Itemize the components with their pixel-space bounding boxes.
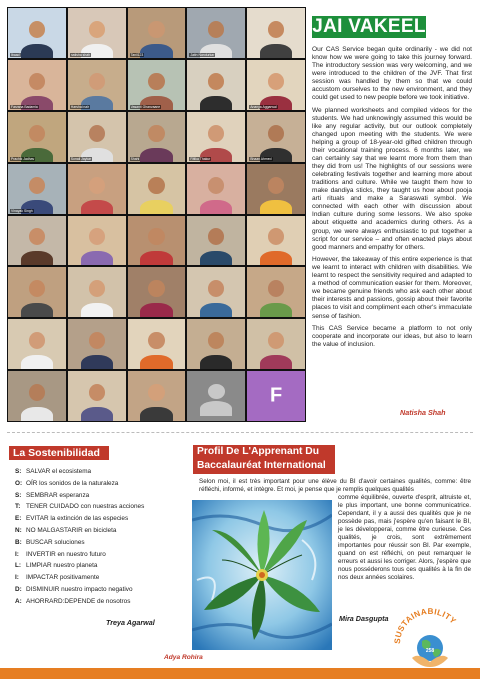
participant-video-tile bbox=[7, 215, 67, 267]
logo-number: 258 bbox=[425, 648, 435, 654]
acrostic-text: DISMINUIR nuestro impacto negativo bbox=[26, 585, 133, 593]
participant-head bbox=[148, 125, 164, 142]
participant-video-tile bbox=[127, 111, 187, 163]
participant-body bbox=[200, 251, 232, 266]
participant-body bbox=[21, 44, 53, 59]
participant-head bbox=[148, 280, 164, 297]
acrostic-item bbox=[15, 572, 175, 584]
acrostic-text: TENER CUIDADO con nuestras acciones bbox=[26, 503, 145, 511]
article-paragraph: We planned worksheets and compiled videos for the students. We had unknowingly assumed this would be like any regular activity, but our outlook completely changed upon meeting with the students. We were helping a group of 18-year-old gifted children through their vocational training process. 6 months later, we can certainly say that we learnt more from them than they did from us! The highlights of our sessions were celebrating festivals together and learning more about traditions and culture. While we taught them how to make dandiya sticks, they taught us how about pooja arti rituals and make a Saraswati symbol. We connected with each other with discussion about Indian culture during some lessons. We also spoke about etiquette and academics during others. As a group, we were always enthusiastic to put together a script for our service – and often enacted plays about good manners and empathy for others. bbox=[312, 106, 472, 251]
painting-artist: Adya Rohira bbox=[164, 654, 203, 661]
leaf-painting bbox=[192, 500, 332, 650]
section-divider bbox=[7, 432, 473, 434]
participant-body bbox=[140, 355, 172, 370]
profil-author: Mira Dasgupta bbox=[339, 614, 389, 623]
participant-video-tile bbox=[127, 266, 187, 318]
participant-body bbox=[140, 148, 172, 163]
participant-head bbox=[148, 228, 164, 245]
participant-body bbox=[81, 251, 113, 266]
participant-name: Harshal nair bbox=[70, 104, 90, 109]
participant-head bbox=[89, 332, 105, 349]
acrostic-item bbox=[15, 501, 175, 513]
participant-video-tile bbox=[246, 318, 306, 370]
sostenibilidad-title-box bbox=[9, 446, 109, 460]
acrostic-text: IMPACTAR positivamente bbox=[26, 574, 100, 582]
participant-name: Bhaan Ahmed bbox=[250, 156, 272, 161]
participant-head bbox=[268, 228, 284, 245]
person-icon bbox=[200, 401, 232, 416]
acrostic-letter: B: bbox=[15, 538, 22, 546]
participant-head bbox=[29, 177, 45, 194]
participant-head bbox=[208, 125, 224, 142]
profil-title-line1: Profil De L'Apprenant Du bbox=[197, 446, 320, 457]
participant-body bbox=[21, 251, 53, 266]
participant-video-tile bbox=[246, 163, 306, 215]
acrostic-letter: S: bbox=[15, 491, 22, 499]
participant-head bbox=[29, 125, 45, 142]
participant-head bbox=[208, 228, 224, 245]
participant-video-tile bbox=[186, 59, 246, 111]
participant-head bbox=[89, 177, 105, 194]
participant-head bbox=[89, 384, 105, 401]
participant-video-tile bbox=[7, 7, 67, 59]
participant-head bbox=[148, 21, 164, 38]
acrostic-item bbox=[15, 525, 175, 537]
participant-body bbox=[260, 355, 292, 370]
participant-name: Ritika Thakur bbox=[190, 156, 211, 161]
acrostic-text: BUSCAR soluciones bbox=[26, 538, 85, 546]
acrostic-text: SEMBRAR esperanza bbox=[26, 491, 90, 499]
participant-video-tile bbox=[127, 370, 187, 422]
participant-video-tile bbox=[246, 111, 306, 163]
participant-video-tile bbox=[67, 111, 127, 163]
participant-video-tile bbox=[246, 59, 306, 111]
participant-video-tile bbox=[7, 266, 67, 318]
participant-body bbox=[140, 200, 172, 215]
participant-video-tile bbox=[186, 7, 246, 59]
participant-video-tile bbox=[67, 266, 127, 318]
participant-head bbox=[89, 73, 105, 90]
participant-video-tile bbox=[67, 318, 127, 370]
acrostic-item bbox=[15, 584, 175, 596]
acrostic-list bbox=[15, 466, 175, 608]
participant-head bbox=[268, 21, 284, 38]
participant-head bbox=[148, 73, 164, 90]
participant-video-tile bbox=[127, 59, 187, 111]
participant-body bbox=[200, 96, 232, 111]
participant-video-tile bbox=[7, 59, 67, 111]
participant-name: Sonali Jaykar bbox=[70, 156, 92, 161]
sostenibilidad-title: La Sostenibilidad bbox=[13, 447, 100, 459]
participant-body bbox=[200, 355, 232, 370]
acrostic-letter: A: bbox=[15, 597, 22, 605]
article-paragraph: Our CAS Service began quite ordinarily - we did not know how we were going to take this journey forward. The introductory session was very welcoming, and we were introduced to the children of the JVF. That first session was handled by them so that we could accustom ourselves to the new environment, and they could get used to new people before we took initiative. bbox=[312, 46, 472, 102]
participant-head bbox=[268, 177, 284, 194]
acrostic-item bbox=[15, 596, 175, 608]
participant-video-tile bbox=[67, 163, 127, 215]
article-paragraph: However, the takeaway of this entire experience is that we learnt to interact with children with disabilities. We learnt to respect the sensitivity required and adapted to a method of communication easier for them. Moreover, we became genuine friends who ask each other about their interests and passions, gossip about their favorite places to visit and compliment each other's immaculate sense of fashion. bbox=[312, 256, 472, 320]
acrostic-item bbox=[15, 537, 175, 549]
article-title: JAI VAKEEL bbox=[312, 16, 426, 37]
participant-body bbox=[140, 251, 172, 266]
participant-head bbox=[89, 21, 105, 38]
participant-video-tile bbox=[246, 215, 306, 267]
acrostic-letter: D: bbox=[15, 585, 22, 593]
participant-head bbox=[268, 280, 284, 297]
participant-video-tile bbox=[186, 318, 246, 370]
acrostic-item bbox=[15, 478, 175, 490]
acrostic-letter: I: bbox=[15, 550, 19, 558]
article-paragraph: This CAS Service became a platform to not only cooperate and incorporate our ideas, but also to learn the value of inclusion. bbox=[312, 325, 472, 349]
article-body bbox=[312, 46, 472, 354]
acrostic-item bbox=[15, 513, 175, 525]
participant-name: Ibaad bbox=[11, 52, 20, 57]
participant-name: natisha shah bbox=[70, 52, 91, 57]
participant-initial: F bbox=[269, 384, 283, 407]
acrostic-item bbox=[15, 490, 175, 502]
acrostic-letter: T: bbox=[15, 503, 21, 511]
article-author: Natisha Shah bbox=[400, 408, 446, 417]
participant-body bbox=[140, 407, 172, 422]
participant-head bbox=[208, 332, 224, 349]
person-icon bbox=[208, 384, 225, 399]
participant-head bbox=[89, 280, 105, 297]
acrostic-text: INVERTIR en nuestro futuro bbox=[26, 550, 106, 558]
participant-video-tile bbox=[7, 318, 67, 370]
profil-title-box bbox=[193, 445, 335, 474]
participant-body bbox=[81, 200, 113, 215]
participant-video-tile bbox=[7, 163, 67, 215]
profil-body-text: comme équilibrée, ouverte d'esprit, altruiste et, le plus important, une bonne communicatrice. Cependant, il y a aussi des qualités que je ne possède pas, mais j'espère qu'en faisant le BI, je les développerai, comme être curieuse. Ces qualités, je crois, sont extrêmement importantes pour réussir son BI. Par exemple, quand on est réfléchi, on peut remarquer le erreurs et aussi les corriger. Alors, j'espère que nous posséderons tous ces qualités à la fin de nos deux années scolaires. bbox=[338, 494, 471, 582]
participant-video-tile bbox=[67, 370, 127, 422]
participant-video-tile bbox=[127, 215, 187, 267]
participant-head bbox=[268, 73, 284, 90]
acrostic-text: SALVAR el ecosistema bbox=[26, 468, 92, 475]
participant-name: Vinayak Singh bbox=[11, 208, 33, 213]
participant-head bbox=[89, 228, 105, 245]
participant-body bbox=[140, 303, 172, 318]
zoom-call-collage bbox=[7, 7, 306, 422]
acrostic-text: LIMPIAR nuestro planeta bbox=[26, 562, 98, 570]
acrostic-item bbox=[15, 560, 175, 572]
participant-name: Farzana Badamia bbox=[11, 104, 38, 109]
participant-name: Jatin Nandurkar bbox=[190, 52, 215, 57]
participant-video-tile bbox=[127, 7, 187, 59]
participant-body bbox=[81, 355, 113, 370]
participant-head bbox=[208, 73, 224, 90]
participant-name: Shahi bbox=[130, 156, 140, 161]
participant-initial-tile bbox=[246, 370, 306, 422]
acrostic-text: NO MALGASTARIR en bicicleta bbox=[26, 526, 117, 534]
acrostic-item bbox=[15, 549, 175, 561]
logo-text: SUSTAINABILITY bbox=[392, 606, 458, 645]
participant-video-tile bbox=[7, 111, 67, 163]
acrostic-letter: I: bbox=[15, 574, 19, 582]
participant-video-tile bbox=[127, 163, 187, 215]
participant-video-tile bbox=[127, 318, 187, 370]
participant-head bbox=[268, 125, 284, 142]
participant-video-tile bbox=[67, 215, 127, 267]
participant-name: Prachik Jadhav bbox=[11, 156, 35, 161]
participant-body bbox=[21, 355, 53, 370]
participant-body bbox=[260, 200, 292, 215]
participant-head bbox=[29, 73, 45, 90]
participant-body bbox=[200, 200, 232, 215]
participant-body bbox=[260, 251, 292, 266]
participant-body bbox=[260, 303, 292, 318]
participant-head bbox=[29, 384, 45, 401]
participant-video-tile bbox=[7, 370, 67, 422]
participant-head bbox=[29, 228, 45, 245]
participant-body bbox=[260, 44, 292, 59]
participant-video-tile bbox=[246, 7, 306, 59]
acrostic-text: AHORRARD:DEPENDE de nosotros bbox=[26, 597, 131, 605]
participant-head bbox=[148, 332, 164, 349]
acrostic-letter: E: bbox=[15, 515, 22, 523]
participant-video-tile bbox=[186, 111, 246, 163]
sustainability-logo bbox=[388, 594, 472, 670]
participant-head bbox=[268, 332, 284, 349]
participant-body bbox=[81, 407, 113, 422]
participant-video-off bbox=[186, 370, 246, 422]
participant-head bbox=[29, 21, 45, 38]
participant-head bbox=[29, 332, 45, 349]
acrostic-letter: N: bbox=[15, 526, 22, 534]
participant-head bbox=[208, 21, 224, 38]
acrostic-letter: O: bbox=[15, 479, 23, 487]
participant-body bbox=[140, 44, 172, 59]
acrostic-item bbox=[15, 466, 175, 478]
participant-head bbox=[89, 125, 105, 142]
footer-bar bbox=[0, 668, 480, 679]
participant-head bbox=[208, 280, 224, 297]
acrostic-letter: S: bbox=[15, 468, 22, 475]
participant-video-tile bbox=[67, 7, 127, 59]
participant-video-tile bbox=[186, 163, 246, 215]
article-title-box bbox=[312, 16, 426, 38]
participant-video-tile bbox=[246, 266, 306, 318]
participant-video-tile bbox=[67, 59, 127, 111]
sostenibilidad-author: Treya Agarwal bbox=[106, 618, 155, 627]
profil-intro-text: Selon moi, il est très important pour une élève du BI d'avoir certaines qualités, comme: être réfléchi, informé, et intègre. Et moi, je pense que je remplis quelques qualités bbox=[199, 478, 471, 493]
participant-head bbox=[29, 280, 45, 297]
acrostic-letter: L: bbox=[15, 562, 22, 570]
participant-name: Ananya Aggarwal bbox=[250, 104, 277, 109]
participant-body bbox=[21, 407, 53, 422]
participant-body bbox=[81, 303, 113, 318]
acrostic-text: EVITAR la extinción de las especies bbox=[26, 515, 129, 523]
participant-body bbox=[200, 303, 232, 318]
participant-body bbox=[21, 303, 53, 318]
participant-video-tile bbox=[186, 266, 246, 318]
participant-head bbox=[148, 177, 164, 194]
participant-head bbox=[208, 177, 224, 194]
profil-title-line2: Baccalauréat International bbox=[197, 459, 326, 471]
participant-video-tile bbox=[186, 215, 246, 267]
participant-name: Vasanti Ghanvaane bbox=[130, 104, 161, 109]
participant-head bbox=[148, 384, 164, 401]
participant-name: Tanii123 bbox=[130, 52, 144, 57]
acrostic-text: OÍR los sonidos de la naturaleza bbox=[26, 479, 119, 487]
